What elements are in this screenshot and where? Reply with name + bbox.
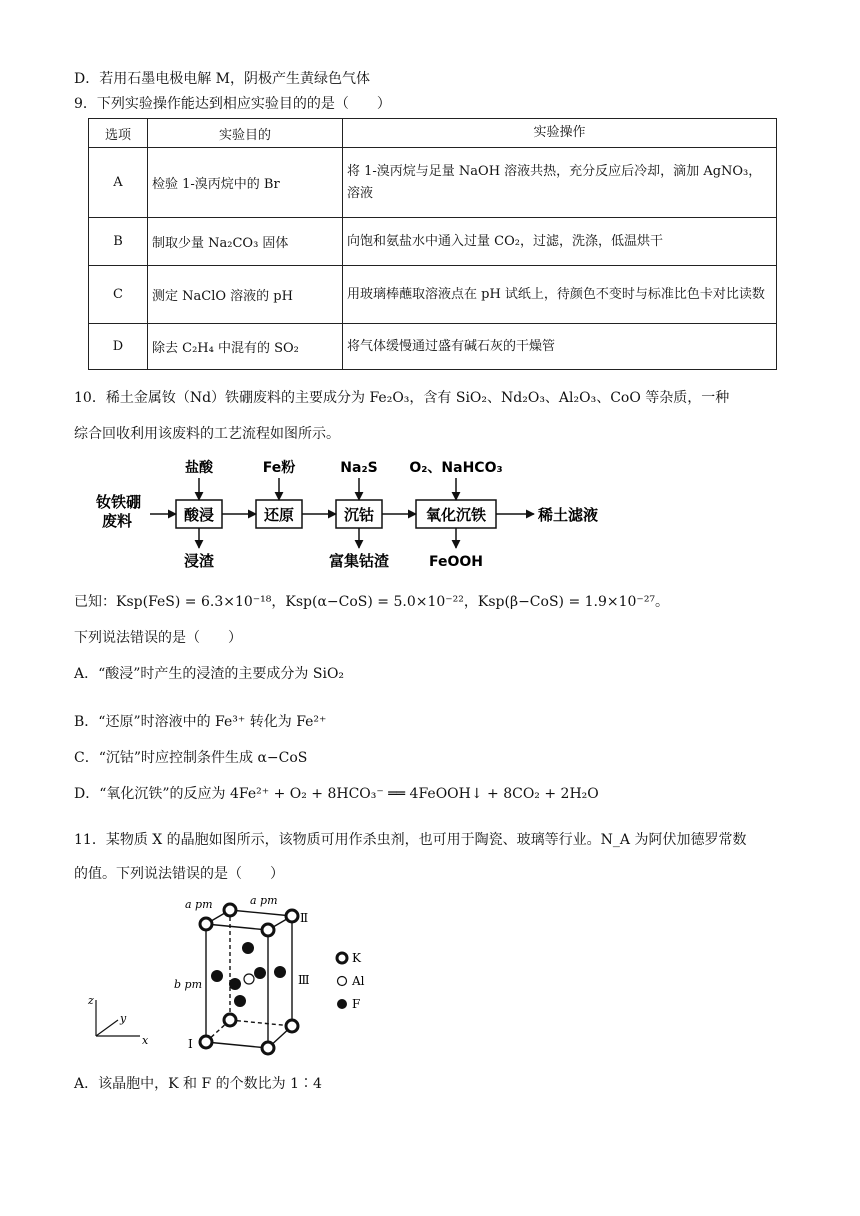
q10-stem-2: 综合回收利用该废料的工艺流程如图所示。 bbox=[74, 426, 340, 442]
flow-input: Fe粉 bbox=[262, 460, 296, 476]
flow-step-label: 沉钴 bbox=[343, 506, 375, 524]
header-purpose: 实验目的 bbox=[148, 119, 343, 148]
legend-k: K bbox=[352, 951, 361, 965]
crystal-cell-diagram bbox=[80, 896, 380, 1066]
legend-al: Al bbox=[352, 974, 365, 988]
q10-option-d: D．“氧化沉铁”的反应为 4Fe²⁺ + O₂ + 8HCO₃⁻ ══ 4FeOOH↓ + 8CO₂ + 2H₂O bbox=[74, 786, 599, 802]
flow-feed-line1: 钕铁硼 bbox=[96, 493, 142, 511]
row-purpose: 测定 NaClO 溶液的 pH bbox=[148, 266, 343, 324]
flow-input: Na₂S bbox=[340, 460, 378, 476]
axis-y-label: y bbox=[120, 1012, 127, 1025]
axis-z-label: z bbox=[88, 994, 94, 1007]
legend-f: F bbox=[352, 997, 361, 1011]
q10-ask: 下列说法错误的是（ ） bbox=[74, 630, 242, 646]
flow-product: 稀土滤液 bbox=[538, 506, 599, 524]
header-operation: 实验操作 bbox=[343, 119, 777, 148]
row-operation: 将气体缓慢通过盛有碱石灰的干燥管 bbox=[343, 324, 777, 370]
row-operation: 向饱和氨盐水中通入过量 CO₂，过滤，洗涤，低温烘干 bbox=[343, 218, 777, 266]
q8-option-d: D．若用石墨电极电解 M，阴极产生黄绿色气体 bbox=[74, 71, 371, 87]
row-option: D bbox=[89, 324, 148, 370]
axes bbox=[96, 1000, 140, 1036]
row-option: A bbox=[89, 148, 148, 218]
face-ii-label: Ⅱ bbox=[300, 911, 309, 925]
table-row bbox=[89, 324, 777, 370]
q9-table bbox=[88, 118, 777, 370]
row-purpose: 制取少量 Na₂CO₃ 固体 bbox=[148, 218, 343, 266]
table-row bbox=[89, 218, 777, 266]
flow-output: 富集钴渣 bbox=[328, 552, 390, 570]
row-option: C bbox=[89, 266, 148, 324]
flow-input: 盐酸 bbox=[185, 460, 213, 476]
q9-stem: 9．下列实验操作能达到相应实验目的的是（ ） bbox=[74, 96, 391, 112]
flow-feed-line2: 废料 bbox=[102, 512, 133, 530]
legend bbox=[337, 951, 365, 1011]
q10-option-c: C．“沉钴”时应控制条件生成 α−CoS bbox=[74, 750, 308, 766]
q10-known: 已知：Ksp(FeS) = 6.3×10⁻¹⁸，Ksp(α−CoS) = 5.0×10⁻²²，Ksp(β−CoS) = 1.9×10⁻²⁷。 bbox=[74, 594, 670, 610]
header-option: 选项 bbox=[89, 119, 148, 148]
row-operation: 将 1-溴丙烷与足量 NaOH 溶液共热，充分反应后冷却，滴加 AgNO₃，溶液 bbox=[343, 148, 777, 218]
flow-step-label: 还原 bbox=[263, 506, 295, 524]
process-flow-diagram bbox=[88, 456, 708, 576]
q11-option-a: A．该晶胞中，K 和 F 的个数比为 1∶4 bbox=[74, 1076, 322, 1092]
flow-output: FeOOH bbox=[428, 554, 484, 570]
flow-step-label: 氧化沉铁 bbox=[425, 506, 487, 524]
table-row bbox=[89, 148, 777, 218]
cell-a-label-left: a pm bbox=[185, 898, 213, 911]
q10-option-b: B．“还原”时溶液中的 Fe³⁺ 转化为 Fe²⁺ bbox=[74, 714, 327, 730]
row-option: B bbox=[89, 218, 148, 266]
flow-input: O₂、NaHCO₃ bbox=[409, 460, 503, 476]
al-atom bbox=[244, 974, 254, 984]
table-header-row bbox=[89, 119, 777, 148]
q10-stem-1: 10．稀土金属钕（Nd）铁硼废料的主要成分为 Fe₂O₃，含有 SiO₂、Nd₂O₃、Al₂O₃、CoO 等杂质，一种 bbox=[74, 390, 730, 406]
face-iii-label: Ⅲ bbox=[298, 973, 310, 987]
table-row bbox=[89, 266, 777, 324]
row-purpose: 除去 C₂H₄ 中混有的 SO₂ bbox=[148, 324, 343, 370]
cell-a-label-top: a pm bbox=[250, 896, 278, 907]
row-purpose: 检验 1-溴丙烷中的 Br bbox=[148, 148, 343, 218]
face-i-label: Ⅰ bbox=[188, 1037, 193, 1051]
q11-stem-1: 11．某物质 X 的晶胞如图所示，该物质可用作杀虫剂，也可用于陶瓷、玻璃等行业。N_A 为阿伏加德罗常数 bbox=[74, 832, 747, 848]
q10-option-a: A．“酸浸”时产生的浸渣的主要成分为 SiO₂ bbox=[74, 666, 345, 682]
cell-b-label: b pm bbox=[174, 978, 203, 991]
flow-step-label: 酸浸 bbox=[183, 506, 215, 524]
axis-x-label: x bbox=[142, 1034, 149, 1047]
flow-output: 浸渣 bbox=[183, 552, 215, 570]
q11-stem-2: 的值。下列说法错误的是（ ） bbox=[74, 866, 284, 882]
row-operation: 用玻璃棒蘸取溶液点在 pH 试纸上，待颜色不变时与标准比色卡对比读数 bbox=[343, 266, 777, 324]
